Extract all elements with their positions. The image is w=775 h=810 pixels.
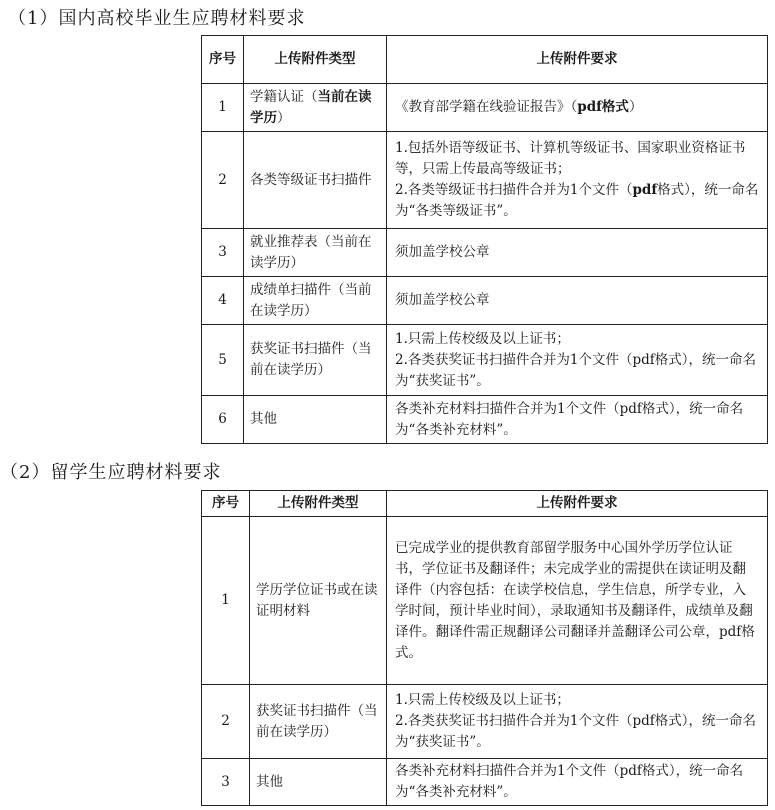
row-type: 学籍认证（当前在读学历）: [244, 84, 387, 132]
row-type: 就业推荐表（当前在读学历）: [244, 229, 387, 277]
table-row: [202, 229, 768, 277]
row-req: 《教育部学籍在线验证报告》（pdf格式）: [387, 84, 768, 132]
table-header-row: [202, 36, 768, 84]
table-row: [202, 84, 768, 132]
row-no: 2: [202, 132, 244, 229]
row-type: 学历学位证书或在读证明材料: [250, 517, 387, 685]
table-header-row: [202, 491, 768, 517]
header-req: 上传附件要求: [387, 36, 768, 84]
header-type: 上传附件类型: [250, 491, 387, 517]
row-req: 1.只需上传校级及以上证书； 2.各类获奖证书扫描件合并为1个文件（pdf格式），统一命名为“获奖证书”。: [387, 325, 768, 396]
row-type: 各类等级证书扫描件: [244, 132, 387, 229]
row-no: 3: [202, 759, 250, 806]
header-req: 上传附件要求: [387, 491, 768, 517]
row-type: 获奖证书扫描件（当前在读学历）: [244, 325, 387, 396]
row-no: 3: [202, 229, 244, 277]
row-type: 成绩单扫描件（当前在读学历）: [244, 277, 387, 325]
table-row: [202, 517, 768, 685]
row-req: 各类补充材料扫描件合并为1个文件（pdf格式），统一命名为“各类补充材料”。: [387, 759, 768, 806]
section-1-heading: （1）国内高校毕业生应聘材料要求: [8, 8, 306, 29]
section-2-heading: （2）留学生应聘材料要求: [0, 462, 222, 483]
row-no: 6: [202, 396, 244, 444]
row-type: 其他: [244, 396, 387, 444]
header-type: 上传附件类型: [244, 36, 387, 84]
row-no: 5: [202, 325, 244, 396]
table-row: [202, 277, 768, 325]
table-row: [202, 325, 768, 396]
table-row: [202, 759, 768, 806]
header-no: 序号: [202, 491, 250, 517]
overseas-requirements-table: [201, 490, 768, 806]
row-no: 2: [202, 685, 250, 759]
row-no: 1: [202, 84, 244, 132]
row-req: 须加盖学校公章: [387, 229, 768, 277]
header-no: 序号: [202, 36, 244, 84]
row-req: 已完成学业的提供教育部留学服务中心国外学历学位认证书，学位证书及翻译件；未完成学业的需提供在读证明及翻译件（内容包括：在读学校信息，学生信息，所学专业，入学时间，预计毕业时间），录取通知书及翻译件，成绩单及翻译件。翻译件需正规翻译公司翻译并盖翻译公司公章，pdf格式。: [387, 517, 768, 685]
table-row: [202, 396, 768, 444]
table-row: [202, 132, 768, 229]
row-type: 其他: [250, 759, 387, 806]
table-row: [202, 685, 768, 759]
row-type: 获奖证书扫描件（当前在读学历）: [250, 685, 387, 759]
domestic-requirements-table: [201, 35, 768, 444]
row-req: 各类补充材料扫描件合并为1个文件（pdf格式），统一命名为“各类补充材料”。: [387, 396, 768, 444]
row-req: 1.只需上传校级及以上证书； 2.各类获奖证书扫描件合并为1个文件（pdf格式），统一命名为“获奖证书”。: [387, 685, 768, 759]
row-req: 须加盖学校公章: [387, 277, 768, 325]
row-no: 4: [202, 277, 244, 325]
row-no: 1: [202, 517, 250, 685]
row-req: 1.包括外语等级证书、计算机等级证书、国家职业资格证书等，只需上传最高等级证书； 2.各类等级证书扫描件合并为1个文件（pdf格式），统一命名为“各类等级证书”。: [387, 132, 768, 229]
